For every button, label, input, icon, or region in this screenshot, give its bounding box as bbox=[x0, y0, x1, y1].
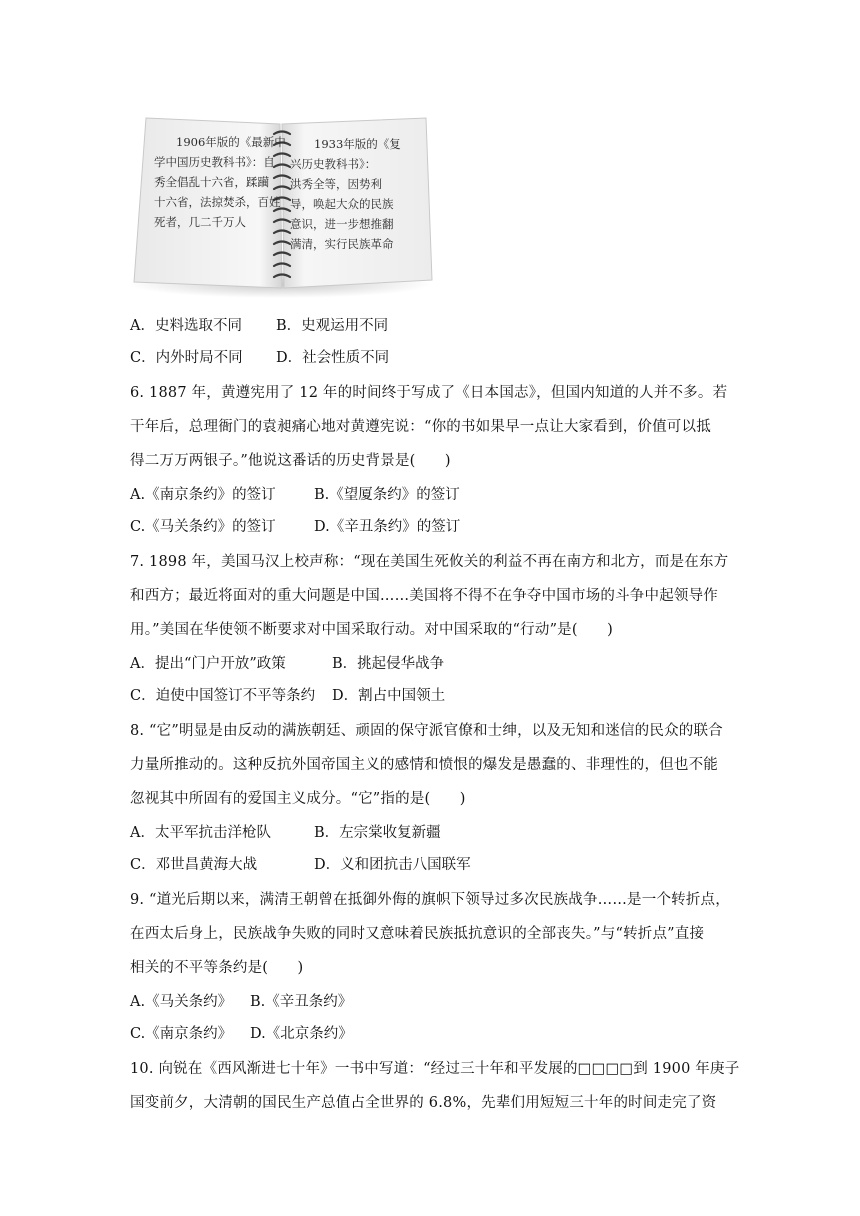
notebook-right-line: 意识，进一步想推翻 bbox=[290, 217, 394, 231]
q6-option-c: C.《马关条约》的签订 bbox=[130, 519, 276, 535]
notebook-right-line: 1933年版的《复 bbox=[314, 137, 401, 151]
q8-option-c: C．邓世昌黄海大战 bbox=[130, 857, 258, 873]
q7-option-c: C．迫使中国签订不平等条约 bbox=[130, 688, 316, 704]
q9-option-a: A.《马关条约》 bbox=[130, 994, 233, 1010]
q10-stem-line: 10. 向锐在《西风渐进七十年》一书中写道：“经过三十年和平发展的□□□□到 1900 年庚子 bbox=[130, 1061, 740, 1077]
q8-stem-line: 8. “它”明显是由反动的满族朝廷、顽固的保守派官僚和士绅，以及无知和迷信的民众的联合 bbox=[130, 723, 723, 739]
notebook-left-line: 1906年版的《最新中 bbox=[176, 135, 286, 149]
notebook-right-line: 满清，实行民族革命 bbox=[290, 237, 394, 251]
notebook-left-line: 秀全倡乱十六省，蹂躏 bbox=[154, 175, 269, 189]
notebook-left-line: 十六省，法掠焚杀，百姓 bbox=[154, 195, 281, 209]
q7-option-d: D．割占中国领土 bbox=[332, 688, 446, 704]
q8-stem-line: 忽视其中所固有的爱国主义成分。“它”指的是( ) bbox=[130, 791, 466, 807]
q7-stem-line: 用。”美国在华使领不断要求对中国采取行动。对中国采取的“行动”是( ) bbox=[130, 622, 613, 638]
q8-option-d: D．义和团抗击八国联军 bbox=[314, 857, 471, 873]
notebook-left-line: 死者，几二千万人 bbox=[154, 215, 246, 229]
q9-option-d: D.《北京条约》 bbox=[250, 1026, 353, 1042]
q6-option-b: B.《望厦条约》的签订 bbox=[314, 487, 460, 503]
notebook-right-line: 洪秀全等，因势利 bbox=[290, 177, 382, 191]
q6-stem-line: 6. 1887 年，黄遵宪用了 12 年的时间终于写成了《日本国志》，但国内知道的人并不多。若 bbox=[130, 385, 728, 401]
q5-option-b: B．史观运用不同 bbox=[276, 318, 389, 334]
notebook-right-line: 导，唤起大众的民族 bbox=[290, 197, 394, 211]
q6-stem-line: 得二万万两银子。”他说这番话的历史背景是( ) bbox=[130, 453, 451, 469]
q9-stem-line: 9. “道光后期以来，满清王朝曾在抵御外侮的旗帜下领导过多次民族战争……是一个转折点， bbox=[130, 892, 730, 908]
notebook-figure bbox=[130, 112, 436, 298]
q7-stem-line: 和西方；最近将面对的重大问题是中国……美国将不得不在争夺中国市场的斗争中起领导作 bbox=[130, 588, 718, 604]
q5-option-a: A．史料选取不同 bbox=[130, 318, 242, 334]
q9-option-b: B.《辛丑条约》 bbox=[250, 994, 353, 1010]
notebook-right-line: 兴历史教科书》： bbox=[290, 157, 377, 171]
q8-option-a: A．太平军抗击洋枪队 bbox=[130, 825, 271, 841]
notebook-left-text bbox=[154, 132, 286, 232]
q6-option-a: A.《南京条约》的签订 bbox=[130, 487, 276, 503]
q5-option-c: C．内外时局不同 bbox=[130, 350, 243, 366]
q7-option-b: B．挑起侵华战争 bbox=[332, 656, 445, 672]
q8-option-b: B．左宗棠收复新疆 bbox=[314, 825, 441, 841]
q6-stem-line: 干年后，总理衙门的袁昶痛心地对黄遵宪说：“你的书如果早一点让大家看到，价值可以抵 bbox=[130, 419, 711, 435]
q9-stem-line: 相关的不平等条约是( ) bbox=[130, 960, 304, 976]
q7-option-a: A．提出“门户开放”政策 bbox=[130, 656, 286, 672]
q6-option-d: D.《辛丑条约》的签订 bbox=[314, 519, 461, 535]
q5-option-d: D．社会性质不同 bbox=[276, 350, 390, 366]
q9-stem-line: 在西太后身上，民族战争失败的同时又意味着民族抵抗意识的全部丧失。”与“转折点”直接 bbox=[130, 926, 705, 942]
q7-stem-line: 7. 1898 年，美国马汉上校声称：“现在美国生死攸关的利益不再在南方和北方，而是在东方 bbox=[130, 554, 729, 570]
notebook-right-text bbox=[290, 134, 420, 254]
q9-option-c: C.《南京条约》 bbox=[130, 1026, 233, 1042]
notebook-left-line: 学中国历史教科书》：自 bbox=[154, 155, 275, 169]
q10-stem-line: 国变前夕，大清朝的国民生产总值占全世界的 6.8%，先辈们用短短三十年的时间走完了资 bbox=[130, 1095, 717, 1111]
q8-stem-line: 力量所推动的。这种反抗外国帝国主义的感情和愤恨的爆发是愚蠢的、非理性的，但也不能 bbox=[130, 757, 718, 773]
